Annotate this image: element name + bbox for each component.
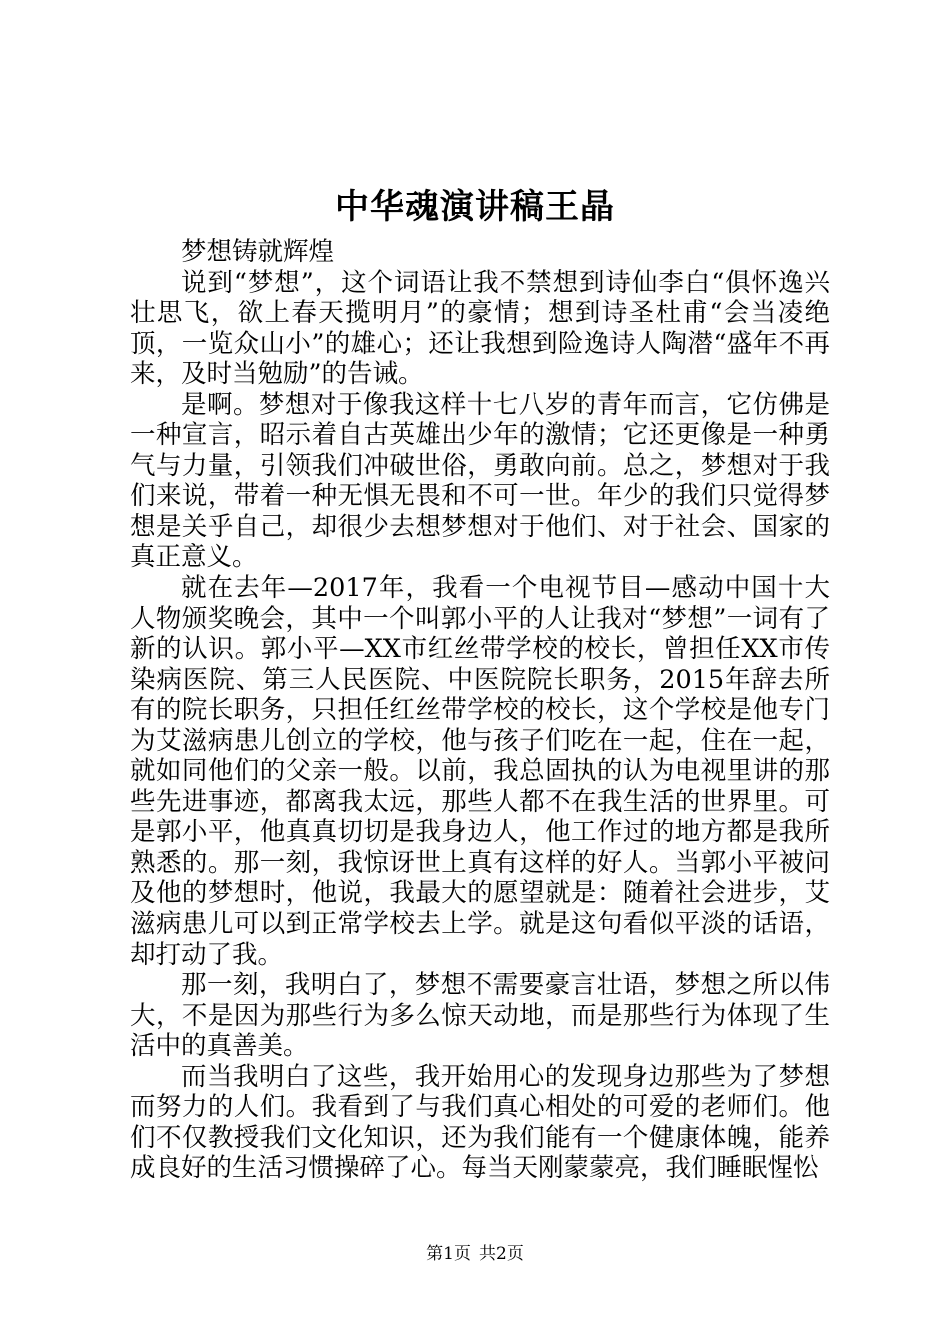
body-paragraph: 是啊。梦想对于像我这样十七八岁的青年而言，它仿佛是一种宣言，昭示着自古英雄出少年的激情；它还更像是一种勇气与力量，引领我们冲破世俗，勇敢向前。总之，梦想对于我们来说，带着一种无惧无畏和不可一世。年少的我们只觉得梦想是关乎自己，却很少去想梦想对于他们、对于社会、国家的真正意义。 [130,389,830,573]
body-paragraph: 那一刻，我明白了，梦想不需要豪言壮语，梦想之所以伟大，不是因为那些行为多么惊天动地，而是那些行为体现了生活中的真善美。 [130,970,830,1062]
page-number: 第1页 [426,1244,471,1264]
subtitle-paragraph: 梦想铸就辉煌 [181,237,335,267]
body-paragraph: 而当我明白了这些，我开始用心的发现身边那些为了梦想而努力的人们。我看到了与我们真心相处的可爱的老师们。他们不仅教授我们文化知识，还为我们能有一个健康体魄，能养成良好的生活习惯操碎了心。每当天刚蒙蒙亮，我们睡眠惺忪 [130,1061,830,1184]
page-footer [0,1242,950,1266]
body-paragraph: 说到“梦想”，这个词语让我不禁想到诗仙李白“俱怀逸兴壮思飞，欲上春天揽明月”的豪情；想到诗圣杜甫“会当凌绝顶，一览众山小”的雄心；还让我想到险逸诗人陶潜“盛年不再来，及时当勉励”的告诫。 [130,267,830,390]
document-body [130,237,830,1184]
body-paragraph: 就在去年—2017年，我看一个电视节目—感动中国十大人物颁奖晚会，其中一个叫郭小平的人让我对“梦想”一词有了新的认识。郭小平—XX市红丝带学校的校长，曾担任XX市传染病医院、第三人民医院、中医院院长职务，2015年辞去所有的院长职务，只担任红丝带学校的校长，这个学校是他专门为艾滋病患儿创立的学校，他与孩子们吃在一起，住在一起，就如同他们的父亲一般。以前，我总固执的认为电视里讲的那些先进事迹，都离我太远，那些人都不在我生活的世界里。可是郭小平，他真真切切是我身边人，他工作过的地方都是我所熟悉的。那一刻，我惊讶世上真有这样的好人。当郭小平被问及他的梦想时，他说，我最大的愿望就是：随着社会进步，艾滋病患儿可以到正常学校去上学。就是这句看似平淡的话语，却打动了我。 [130,573,830,970]
page-total: 共2页 [479,1244,524,1264]
page-title: 中华魂演讲稿王晶 [335,187,615,227]
